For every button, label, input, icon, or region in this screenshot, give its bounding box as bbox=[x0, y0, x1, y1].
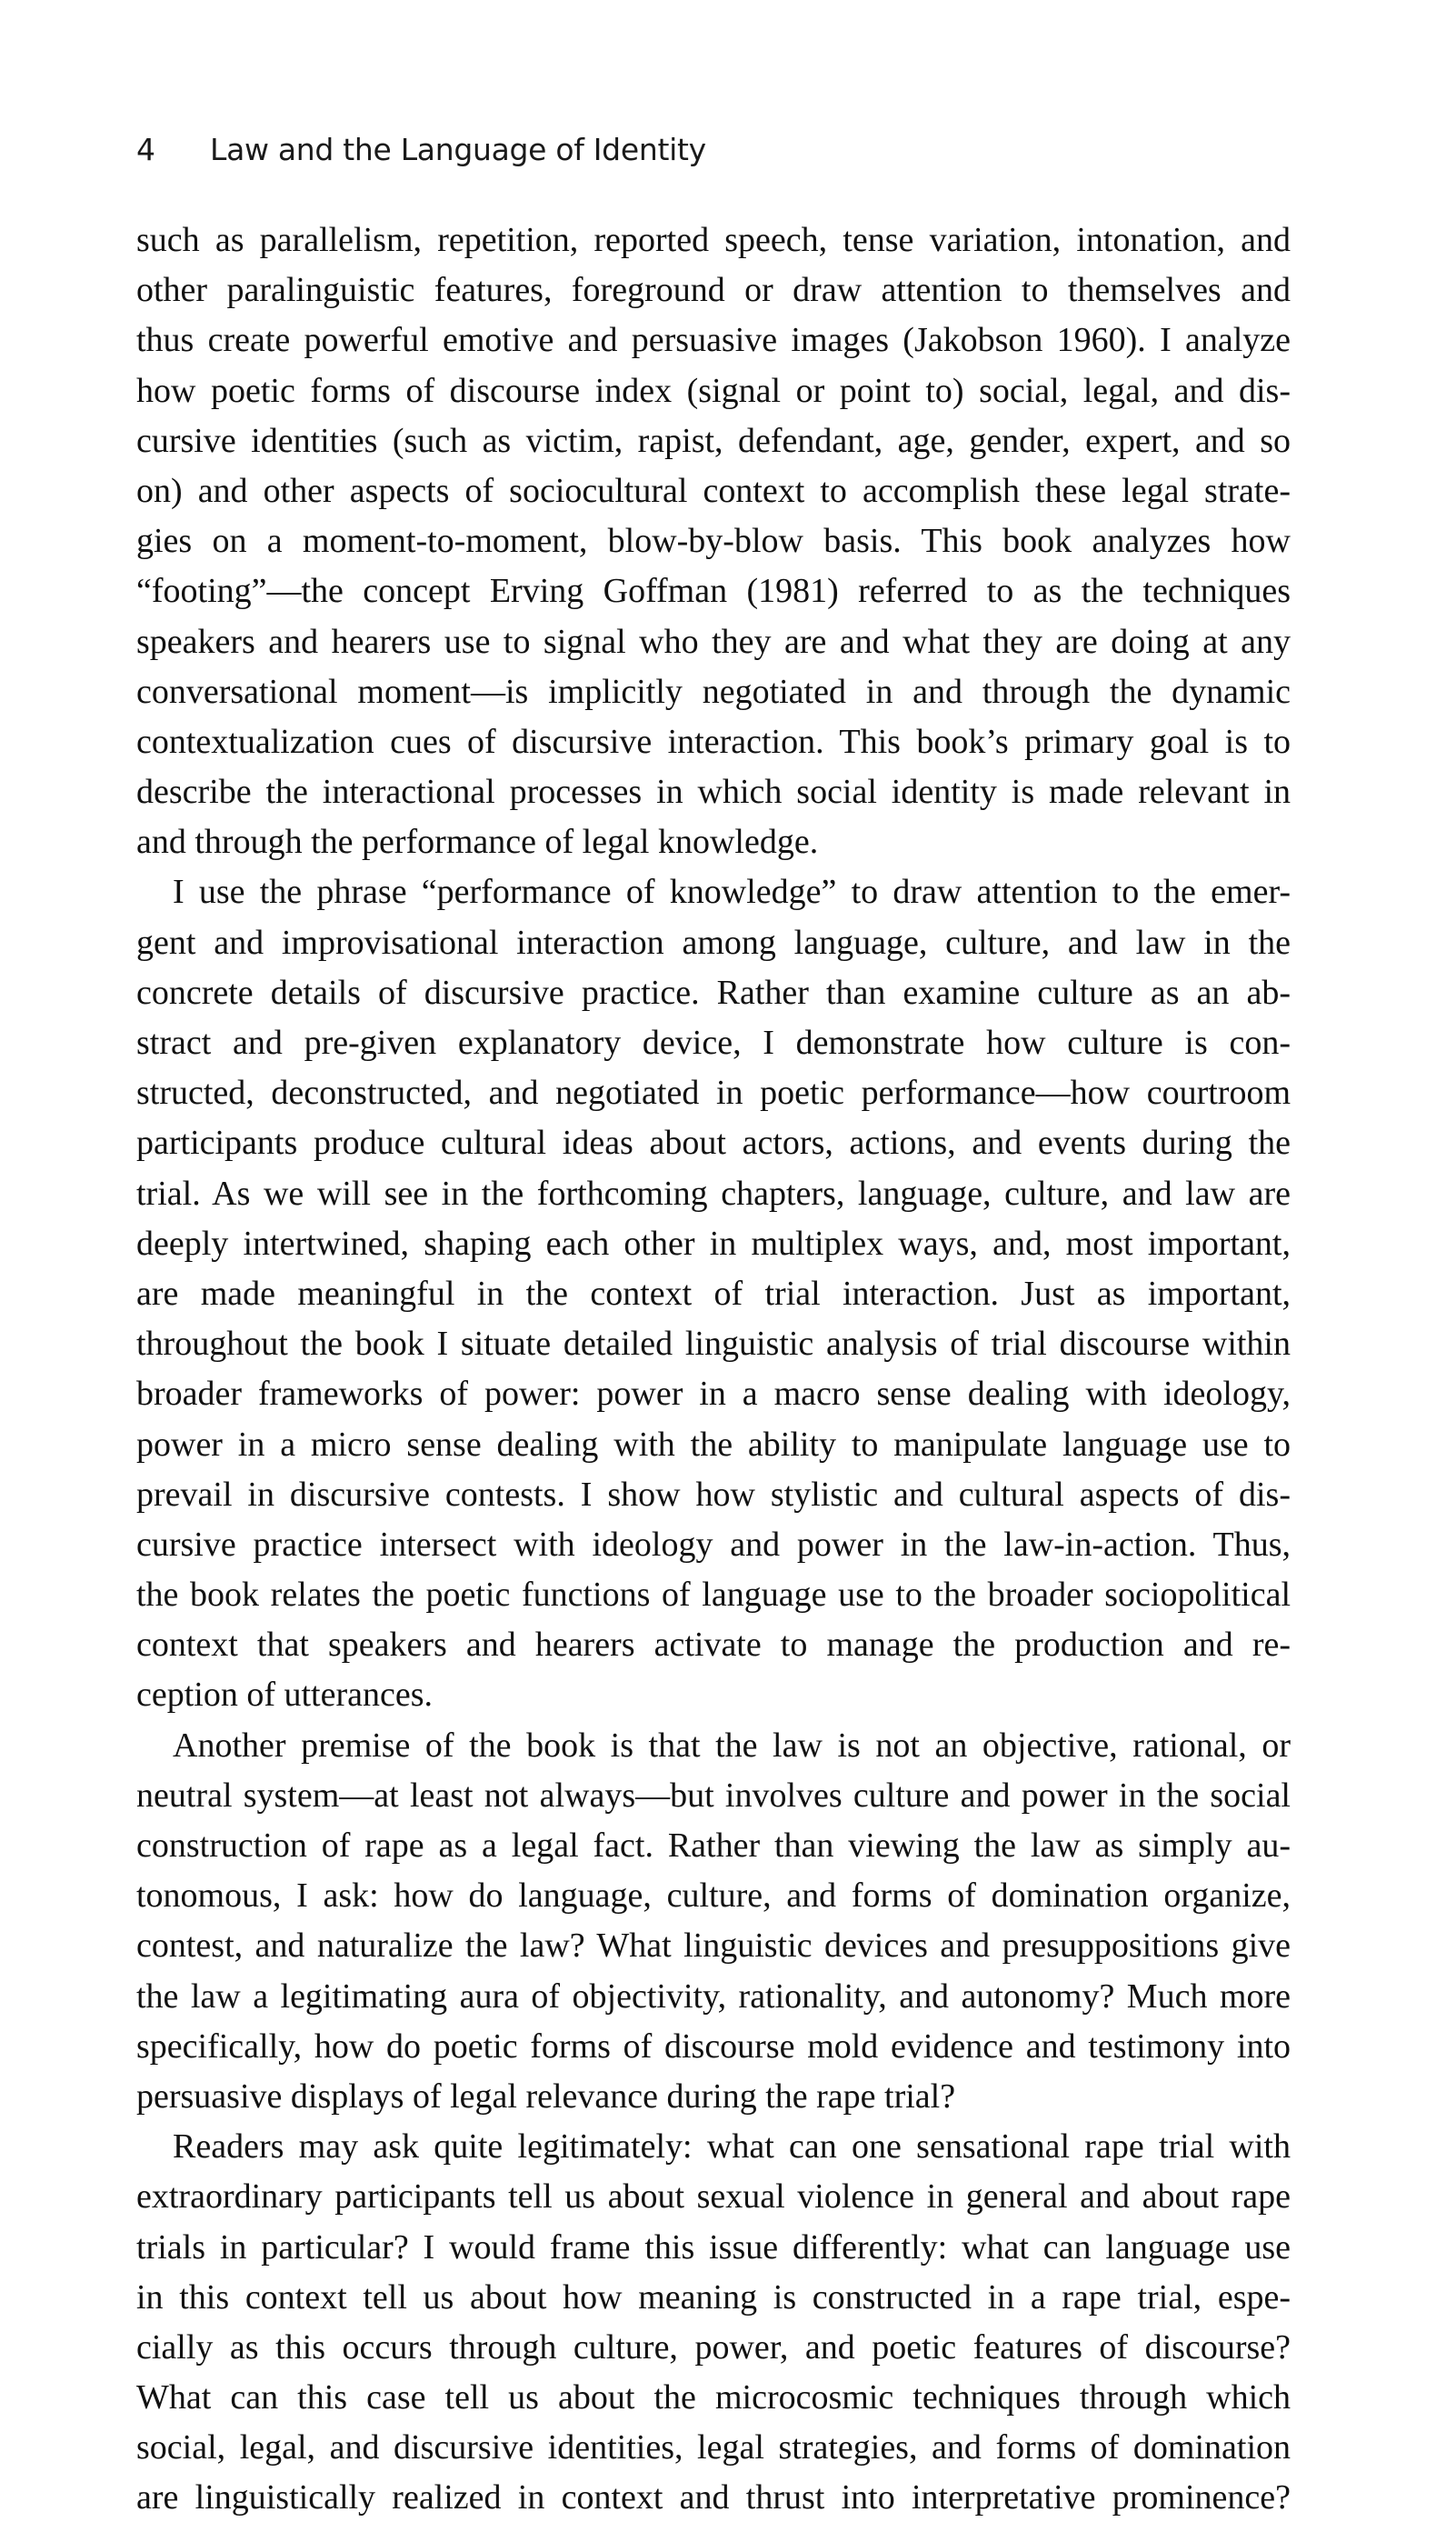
text-line: structed, deconstructed, and negotiated in poetic performance—how courtroom bbox=[136, 1074, 1291, 1113]
text-line: the book relates the poetic functions of language use to the broader sociopolitical bbox=[136, 1576, 1291, 1615]
text-line: power in a micro sense dealing with the ability to manipulate language use to bbox=[136, 1425, 1291, 1464]
text-line: how poetic forms of discourse index (signal or point to) social, legal, and dis- bbox=[136, 371, 1291, 410]
text-line: other paralinguistic features, foreground or draw attention to themselves and bbox=[136, 271, 1291, 310]
text-line: cially as this occurs through culture, power, and poetic features of discourse? bbox=[136, 2327, 1291, 2367]
page-number: 4 bbox=[136, 132, 155, 167]
running-head bbox=[136, 127, 706, 173]
text-line: the law a legitimating aura of objectivity, rationality, and autonomy? Much more bbox=[136, 1977, 1291, 2016]
text-line: conversational moment—is implicitly negotiated in and through the dynamic bbox=[136, 672, 1291, 711]
text-line: broader frameworks of power: power in a macro sense dealing with ideology, bbox=[136, 1375, 1291, 1414]
text-line: describe the interactional processes in which social identity is made relevant in bbox=[136, 773, 1291, 812]
paragraph-first-line: Readers may ask quite legitimately: what can one sensational rape trial with bbox=[173, 2127, 1291, 2167]
text-line: deeply intertwined, shaping each other in multiplex ways, and, most important, bbox=[136, 1224, 1291, 1263]
text-line: persuasive displays of legal relevance during the rape trial? bbox=[136, 2077, 956, 2116]
text-line: contextualization cues of discursive interaction. This book’s primary goal is to bbox=[136, 722, 1291, 761]
paragraph-first-line: Another premise of the book is that the law is not an objective, rational, or bbox=[173, 1726, 1291, 1765]
text-line: and through the performance of legal knowledge. bbox=[136, 823, 819, 862]
text-line: extraordinary participants tell us about sexual violence in general and about rape bbox=[136, 2177, 1291, 2217]
text-line: contest, and naturalize the law? What linguistic devices and presuppositions give bbox=[136, 1927, 1291, 1966]
text-line: trial. As we will see in the forthcoming chapters, language, culture, and law are bbox=[136, 1174, 1291, 1213]
text-line: context that speakers and hearers activate to manage the production and re- bbox=[136, 1626, 1291, 1665]
text-line: “footing”—the concept Erving Goffman (1981) referred to as the techniques bbox=[136, 572, 1291, 611]
text-line: cursive identities (such as victim, rapist, defendant, age, gender, expert, and so bbox=[136, 421, 1291, 460]
text-line: concrete details of discursive practice. Rather than examine culture as an ab- bbox=[136, 973, 1291, 1012]
paragraph-first-line: I use the phrase “performance of knowledge” to draw attention to the emer- bbox=[173, 873, 1291, 912]
text-line: cursive practice intersect with ideology and power in the law-in-action. Thus, bbox=[136, 1525, 1291, 1564]
text-line: ception of utterances. bbox=[136, 1676, 434, 1715]
text-line: on) and other aspects of sociocultural context to accomplish these legal strate- bbox=[136, 471, 1291, 510]
text-line: in this context tell us about how meaning is constructed in a rape trial, espe- bbox=[136, 2277, 1291, 2317]
text-line: thus create powerful emotive and persuasive images (Jakobson 1960). I analyze bbox=[136, 321, 1291, 360]
text-line: prevail in discursive contests. I show how stylistic and cultural aspects of dis- bbox=[136, 1475, 1291, 1514]
text-line: construction of rape as a legal fact. Rather than viewing the law as simply au- bbox=[136, 1826, 1291, 1865]
text-line: trials in particular? I would frame this issue differently: what can language use bbox=[136, 2227, 1291, 2267]
text-line: tonomous, I ask: how do language, culture, and forms of domination organize, bbox=[136, 1876, 1291, 1916]
text-line: gies on a moment-to-moment, blow-by-blow basis. This book analyzes how bbox=[136, 522, 1291, 561]
text-line: participants produce cultural ideas about actors, actions, and events during the bbox=[136, 1124, 1291, 1163]
running-head-title: Law and the Language of Identity bbox=[210, 132, 706, 167]
text-line: stract and pre-given explanatory device, I demonstrate how culture is con- bbox=[136, 1024, 1291, 1062]
text-line: specifically, how do poetic forms of discourse mold evidence and testimony into bbox=[136, 2027, 1291, 2066]
text-line: gent and improvisational interaction among language, culture, and law in the bbox=[136, 923, 1291, 962]
text-line: such as parallelism, repetition, reported speech, tense variation, intonation, and bbox=[136, 221, 1291, 259]
text-line: are linguistically realized in context and thrust into interpretative prominence? bbox=[136, 2478, 1291, 2517]
text-line: social, legal, and discursive identities, legal strategies, and forms of domination bbox=[136, 2428, 1291, 2467]
text-line: are made meaningful in the context of trial interaction. Just as important, bbox=[136, 1274, 1291, 1313]
text-line: speakers and hearers use to signal who they are and what they are doing at any bbox=[136, 622, 1291, 661]
text-line: neutral system—at least not always—but involves culture and power in the social bbox=[136, 1776, 1291, 1815]
body-text bbox=[136, 215, 1291, 2524]
text-line: What can this case tell us about the microcosmic techniques through which bbox=[136, 2378, 1291, 2417]
text-line: throughout the book I situate detailed linguistic analysis of trial discourse within bbox=[136, 1325, 1291, 1364]
